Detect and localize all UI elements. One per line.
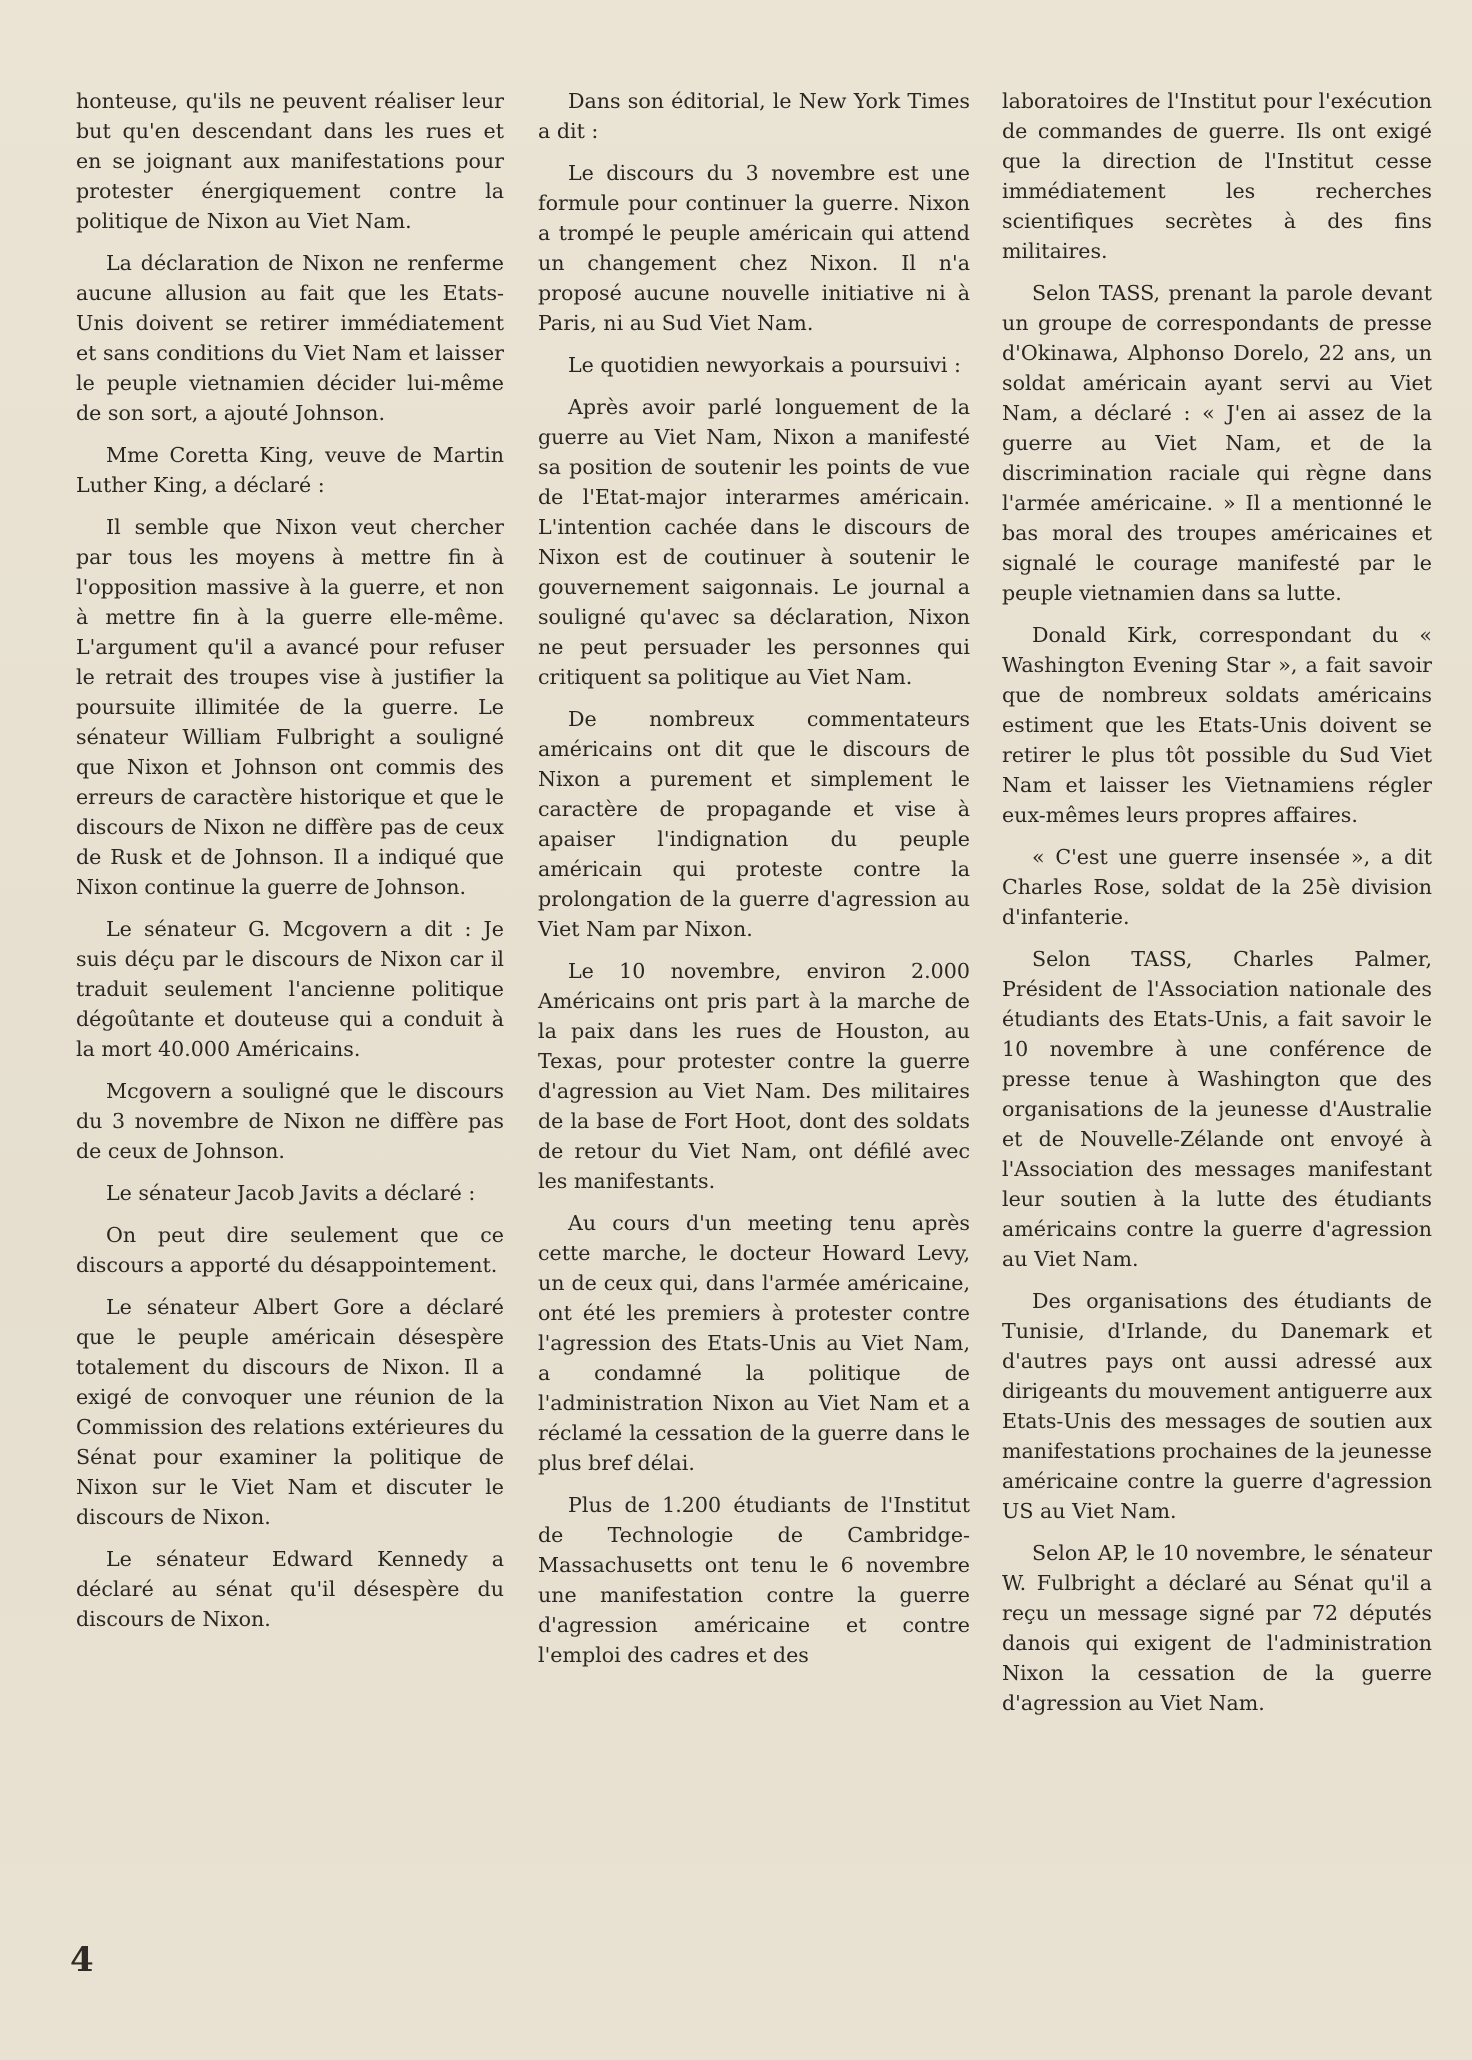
column-2 [538,86,970,1682]
paragraph: On peut dire seulement que ce discours a apporté du désappointement. [76,1223,504,1277]
paragraph: Selon TASS, prenant la parole devant un groupe de correspondants de presse d'Okinawa, Alphonso Dorelo, 22 ans, un soldat américain ayant servi au Viet Nam, a déclaré : « J'en ai assez de la guerre au Viet Nam, et de la discrimination raciale qui règne dans l'armée américaine. » Il a mentionné le bas moral des troupes américaines et signalé le courage manifesté par le peuple vietnamien dans sa lutte. [1002,281,1432,605]
paragraph: La déclaration de Nixon ne renferme aucune allusion au fait que les Etats-Unis doivent se retirer immédiatement et sans conditions du Viet Nam et laisser le peuple vietnamien décider lui-même de son sort, a ajouté Johnson. [76,251,504,425]
paragraph: Le sénateur G. Mcgovern a dit : Je suis déçu par le discours de Nixon car il traduit seulement l'ancienne politique dégoûtante et douteuse qui a conduit à la mort 40.000 Américains. [76,917,504,1061]
paragraph: Plus de 1.200 étudiants de l'Institut de Technologie de Cambridge-Massachusetts ont tenu le 6 novembre une manifestation contre la guerre d'agression américaine et contre l'emploi des cadres et des [538,1493,970,1667]
paragraph: Des organisations des étudiants de Tunisie, d'Irlande, du Danemark et d'autres pays ont aussi adressé aux dirigeants du mouvement antiguerre aux Etats-Unis des messages de soutien aux manifestations prochaines de la jeunesse américaine contre la guerre d'agression US au Viet Nam. [1002,1289,1432,1523]
paragraph: Selon AP, le 10 novembre, le sénateur W. Fulbright a déclaré au Sénat qu'il a reçu un message signé par 72 députés danois qui exigent de l'administration Nixon la cessation de la guerre d'agression au Viet Nam. [1002,1541,1432,1715]
paragraph: Le discours du 3 novembre est une formule pour continuer la guerre. Nixon a trompé le peuple américain qui attend un changement chez Nixon. Il n'a proposé aucune nouvelle initiative ni à Paris, ni au Sud Viet Nam. [538,161,970,335]
paragraph: Au cours d'un meeting tenu après cette marche, le docteur Howard Levy, un de ceux qui, dans l'armée américaine, ont été les premiers à protester contre l'agression des Etats-Unis au Viet Nam, a condamné la politique de l'administration Nixon au Viet Nam et a réclamé la cessation de la guerre dans le plus bref délai. [538,1211,970,1475]
paragraph: Mcgovern a souligné que le discours du 3 novembre de Nixon ne diffère pas de ceux de Johnson. [76,1079,504,1163]
paragraph: Mme Coretta King, veuve de Martin Luther King, a déclaré : [76,443,504,497]
paragraph: De nombreux commentateurs américains ont dit que le discours de Nixon a purement et simplement le caractère de propagande et vise à apaiser l'indignation du peuple américain qui proteste contre la prolongation de la guerre d'agression au Viet Nam par Nixon. [538,707,970,941]
paragraph: Donald Kirk, correspondant du « Washington Evening Star », a fait savoir que de nombreux soldats américains estiment que les Etats-Unis doivent se retirer le plus tôt possible du Sud Viet Nam et laisser les Vietnamiens régler eux-mêmes leurs propres affaires. [1002,623,1432,827]
paragraph: laboratoires de l'Institut pour l'exécution de commandes de guerre. Ils ont exigé que la direction de l'Institut cesse immédiatement les recherches scientifiques secrètes à des fins militaires. [1002,89,1432,263]
page-number: 4 [70,1940,94,1980]
paragraph: Le 10 novembre, environ 2.000 Américains ont pris part à la marche de la paix dans les rues de Houston, au Texas, pour protester contre la guerre d'agression au Viet Nam. Des militaires de la base de Fort Hoot, dont des soldats de retour du Viet Nam, ont défilé avec les manifestants. [538,959,970,1193]
paragraph: Selon TASS, Charles Palmer, Président de l'Association nationale des étudiants des Etats-Unis, a fait savoir le 10 novembre à une conférence de presse tenue à Washington que des organisations de la jeunesse d'Australie et de Nouvelle-Zélande ont envoyé à l'Association des messages manifestant leur soutien à la lutte des étudiants américains contre la guerre d'agression au Viet Nam. [1002,947,1432,1271]
paragraph: Le quotidien newyorkais a poursuivi : [568,353,961,377]
paragraph: Il semble que Nixon veut chercher par tous les moyens à mettre fin à l'opposition massive à la guerre, et non à mettre fin à la guerre elle-même. L'argument qu'il a avancé pour refuser le retrait des troupes vise à justifier la poursuite illimitée de la guerre. Le sénateur William Fulbright a souligné que Nixon et Johnson ont commis des erreurs de caractère historique et que le discours de Nixon ne diffère pas de ceux de Rusk et de Johnson. Il a indiqué que Nixon continue la guerre de Johnson. [76,515,504,899]
paragraph: « C'est une guerre insensée », a dit Charles Rose, soldat de la 25è division d'infanterie. [1002,845,1432,929]
paragraph: Le sénateur Edward Kennedy a déclaré au sénat qu'il désespère du discours de Nixon. [76,1547,504,1631]
paragraph: Le sénateur Albert Gore a déclaré que le peuple américain désespère totalement du discours de Nixon. Il a exigé de convoquer une réunion de la Commission des relations extérieures du Sénat pour examiner la politique de Nixon sur le Viet Nam et discuter le discours de Nixon. [76,1295,504,1529]
column-1 [76,86,504,1646]
paragraph: Le sénateur Jacob Javits a déclaré : [106,1181,476,1205]
column-3 [1002,86,1432,1730]
paragraph: Après avoir parlé longuement de la guerre au Viet Nam, Nixon a manifesté sa position de soutenir les points de vue de l'Etat-major interarmes américain. L'intention cachée dans le discours de Nixon est de coutinuer à soutenir le gouvernement saigonnais. Le journal a souligné qu'avec sa déclaration, Nixon ne peut persuader les personnes qui critiquent sa politique au Viet Nam. [538,395,970,689]
paragraph: Dans son éditorial, le New York Times a dit : [538,89,970,143]
paragraph: honteuse, qu'ils ne peuvent réaliser leur but qu'en descendant dans les rues et en se joignant aux manifestations pour protester énergiquement contre la politique de Nixon au Viet Nam. [76,89,504,233]
